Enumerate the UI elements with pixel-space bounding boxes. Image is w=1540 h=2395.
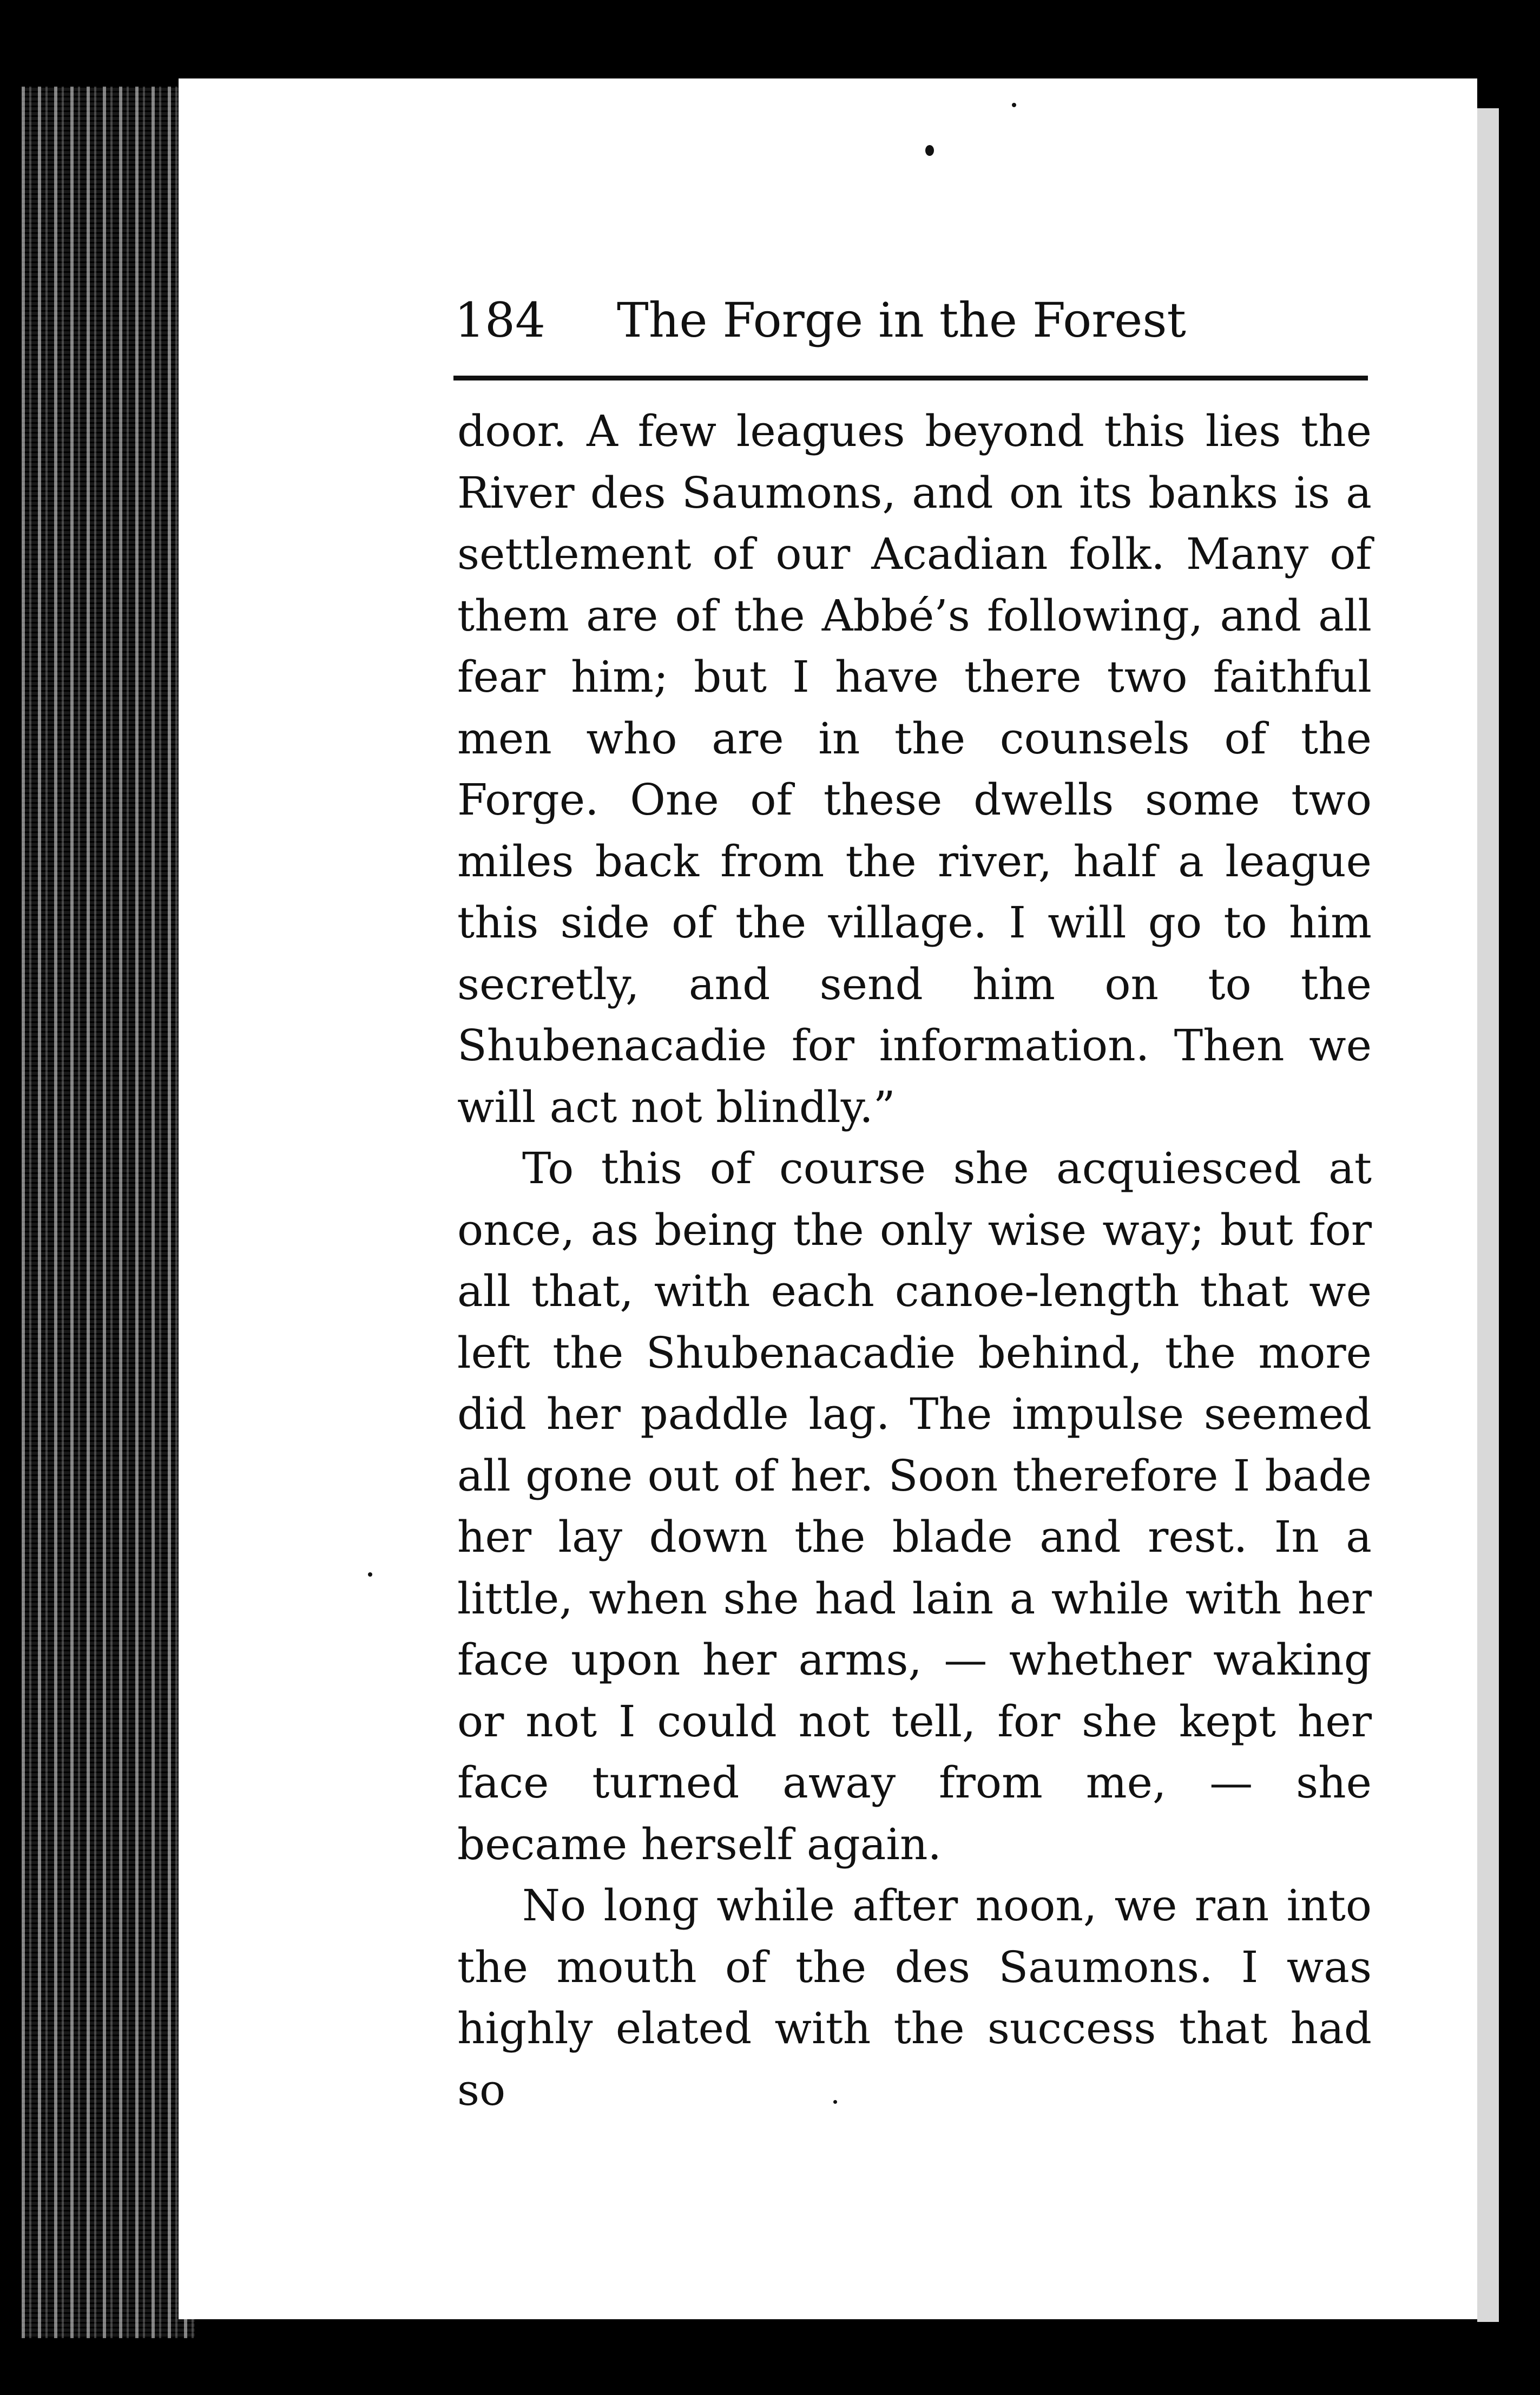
page-number: 184 bbox=[455, 292, 545, 348]
ink-speck bbox=[368, 1572, 372, 1577]
paragraph: No long while after noon, we ran into the mouth of the des Saumons. I was highly elated with the success that had so bbox=[457, 1880, 1372, 2115]
running-title: The Forge in the Forest bbox=[617, 292, 1186, 348]
body-text bbox=[457, 401, 1372, 2121]
ink-speck bbox=[925, 145, 934, 156]
paragraph: To this of course she acquiesced at once, as being the only wise way; but for all that, with each canoe-length that we left the Shubenacadie behind, the more did her paddle lag. The impulse seemed all gone out of her. Soon therefore I bade her lay down the blade and rest. In a little, when she had lain a while with her face upon her arms, — whether waking or not I could not tell, for she kept her face turned away from me, — she became herself again. bbox=[457, 1143, 1372, 1869]
page-edge bbox=[1477, 108, 1499, 2322]
header-rule bbox=[453, 376, 1368, 380]
running-head bbox=[455, 292, 1374, 363]
paragraph: door. A few leagues beyond this lies the River des Saumons, and on its banks is a settlement of our Acadian folk. Many of them are of the Abbé’s following, and all fear him; but I have there two faithful men who are in the counsels of the Forge. One of these dwells some two miles back from the river, half a league this side of the village. I will go to him secretly, and send him on to the Shubenacadie for information. Then we will act not blindly.” bbox=[457, 406, 1372, 1132]
binding-gutter bbox=[22, 87, 195, 2338]
ink-speck bbox=[1012, 103, 1016, 107]
